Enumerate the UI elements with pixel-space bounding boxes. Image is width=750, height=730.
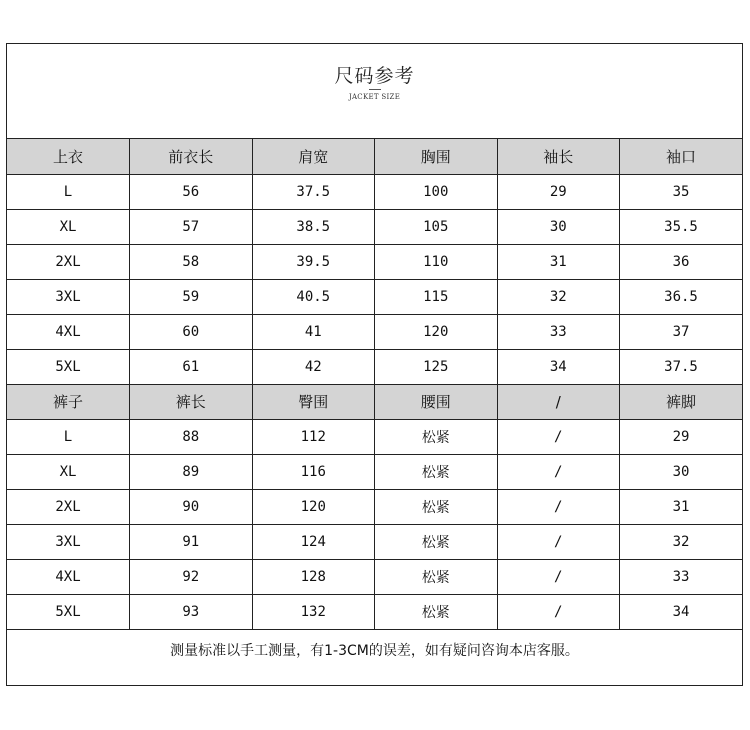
pants-cell: 33 [620,559,743,594]
jacket-cell: 31 [497,244,620,279]
jacket-cell: 35 [620,174,743,209]
jacket-cell: 105 [375,209,498,244]
jacket-cell: L [7,174,130,209]
pants-cell: 松紧 [375,559,498,594]
pants-cell: 128 [252,559,375,594]
pants-cell: 松紧 [375,524,498,559]
size-table [7,139,742,630]
pants-cell: 91 [130,524,253,559]
pants-size-row [7,559,742,594]
jacket-cell: 3XL [7,279,130,314]
pants-cell: / [497,594,620,629]
pants-cell: 120 [252,489,375,524]
pants-size-row [7,419,742,454]
pants-column-header: 臀围 [252,384,375,419]
jacket-cell: 38.5 [252,209,375,244]
jacket-header-row [7,139,742,174]
pants-cell: 89 [130,454,253,489]
pants-cell: / [497,419,620,454]
pants-cell: 88 [130,419,253,454]
jacket-column-header: 袖口 [620,139,743,174]
jacket-cell: 125 [375,349,498,384]
jacket-cell: 37.5 [620,349,743,384]
pants-cell: 93 [130,594,253,629]
pants-size-row [7,594,742,629]
jacket-size-row [7,209,742,244]
jacket-cell: 61 [130,349,253,384]
pants-cell: 30 [620,454,743,489]
jacket-cell: XL [7,209,130,244]
pants-cell: 32 [620,524,743,559]
jacket-cell: 36 [620,244,743,279]
pants-cell: 34 [620,594,743,629]
jacket-cell: 4XL [7,314,130,349]
jacket-cell: 60 [130,314,253,349]
pants-cell: 92 [130,559,253,594]
size-chart [6,43,743,686]
jacket-cell: 42 [252,349,375,384]
title-divider [369,89,381,90]
jacket-cell: 59 [130,279,253,314]
jacket-cell: 40.5 [252,279,375,314]
jacket-cell: 41 [252,314,375,349]
pants-cell: 31 [620,489,743,524]
pants-column-header: / [497,384,620,419]
pants-cell: 3XL [7,524,130,559]
jacket-cell: 115 [375,279,498,314]
pants-size-row [7,524,742,559]
pants-cell: 124 [252,524,375,559]
jacket-cell: 37.5 [252,174,375,209]
jacket-column-header: 胸围 [375,139,498,174]
jacket-size-row [7,279,742,314]
jacket-cell: 34 [497,349,620,384]
pants-cell: 4XL [7,559,130,594]
jacket-column-header: 肩宽 [252,139,375,174]
jacket-size-row [7,349,742,384]
pants-cell: 松紧 [375,454,498,489]
chart-title: 尺码参考 [334,65,415,87]
pants-cell: / [497,454,620,489]
jacket-cell: 39.5 [252,244,375,279]
jacket-cell: 120 [375,314,498,349]
jacket-column-header: 袖长 [497,139,620,174]
jacket-size-row [7,314,742,349]
pants-cell: 132 [252,594,375,629]
jacket-cell: 5XL [7,349,130,384]
pants-column-header: 裤长 [130,384,253,419]
chart-header [7,44,742,139]
pants-cell: 90 [130,489,253,524]
pants-cell: XL [7,454,130,489]
jacket-size-row [7,174,742,209]
jacket-cell: 56 [130,174,253,209]
jacket-cell: 32 [497,279,620,314]
pants-cell: / [497,489,620,524]
chart-subtitle: JACKET SIZE [348,93,401,101]
jacket-cell: 33 [497,314,620,349]
measurement-note: 测量标准以手工测量，有1-3CM的误差，如有疑问咨询本店客服。 [170,642,579,659]
pants-header-row [7,384,742,419]
jacket-size-row [7,244,742,279]
pants-cell: L [7,419,130,454]
pants-cell: 5XL [7,594,130,629]
pants-size-row [7,454,742,489]
jacket-cell: 35.5 [620,209,743,244]
size-table-body [7,139,742,629]
pants-column-header: 腰围 [375,384,498,419]
pants-cell: 2XL [7,489,130,524]
pants-cell: 112 [252,419,375,454]
pants-cell: 松紧 [375,489,498,524]
pants-cell: 116 [252,454,375,489]
pants-size-row [7,489,742,524]
jacket-cell: 36.5 [620,279,743,314]
jacket-cell: 100 [375,174,498,209]
jacket-cell: 2XL [7,244,130,279]
jacket-cell: 57 [130,209,253,244]
jacket-cell: 30 [497,209,620,244]
pants-column-header: 裤子 [7,384,130,419]
pants-column-header: 裤脚 [620,384,743,419]
jacket-cell: 110 [375,244,498,279]
jacket-cell: 37 [620,314,743,349]
pants-cell: 松紧 [375,594,498,629]
jacket-cell: 58 [130,244,253,279]
jacket-cell: 29 [497,174,620,209]
pants-cell: 29 [620,419,743,454]
pants-cell: / [497,524,620,559]
pants-cell: / [497,559,620,594]
pants-cell: 松紧 [375,419,498,454]
jacket-column-header: 前衣长 [130,139,253,174]
jacket-column-header: 上衣 [7,139,130,174]
